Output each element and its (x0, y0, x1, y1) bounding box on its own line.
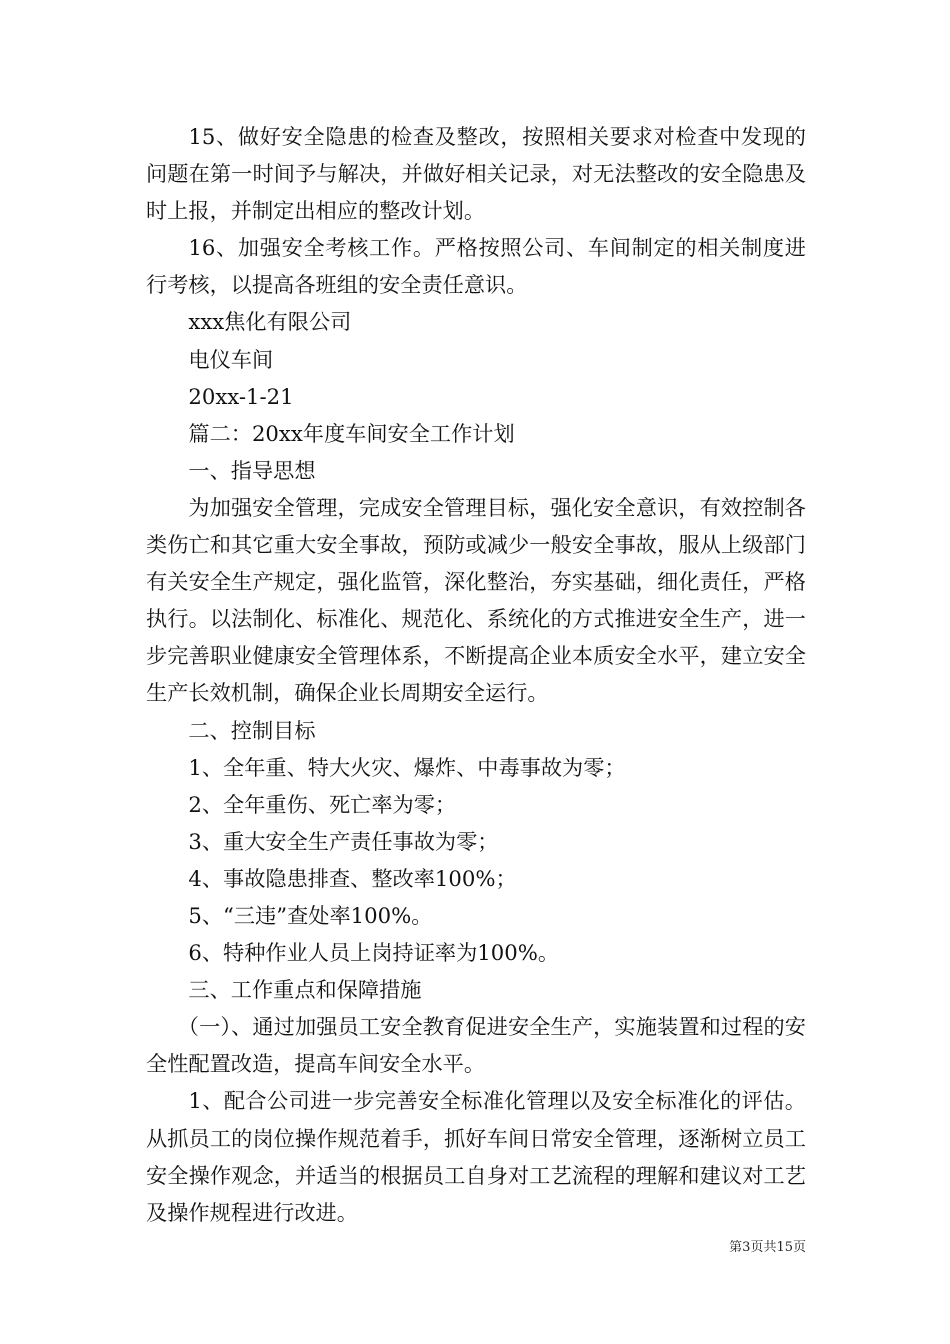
paragraph-measure-group-1: （一）、通过加强员工安全教育促进安全生产，实施装置和过程的安全性配置改造，提高车间安全水平。 (146, 1014, 806, 1077)
paragraph-item-16: 16、加强安全考核工作。严格按照公司、车间制定的相关制度进行考核，以提高各班组的安全责任意识。 (146, 235, 806, 298)
department-name: 电仪车间 (188, 346, 274, 372)
target-item-6: 6、特种作业人员上岗持证率为100%。 (188, 940, 560, 966)
paragraph-guiding-ideology: 为加强安全管理，完成安全管理目标，强化安全意识，有效控制各类伤亡和其它重大安全事故，预防或减少一般安全事故，服从上级部门有关安全生产规定，强化监管，深化整治，夯实基础，细化责任，严格执行。以法制化、标准化、规范化、系统化的方式推进安全生产，进一步完善职业健康安全管理体系，不断提高企业本质安全水平，建立安全生产长效机制，确保企业长周期安全运行。 (146, 494, 806, 706)
page-number-footer: 第3页共15页 (729, 1240, 806, 1255)
target-item-4: 4、事故隐患排查、整改率100%； (188, 865, 517, 891)
paragraph-item-15: 15、做好安全隐患的检查及整改，按照相关要求对检查中发现的问题在第一时间予与解决，并做好相关记录，对无法整改的安全隐患及时上报，并制定出相应的整改计划。 (146, 124, 806, 224)
heading-guiding-ideology: 一、指导思想 (188, 457, 316, 483)
heading-control-targets: 二、控制目标 (188, 717, 316, 743)
company-name: xxx焦化有限公司 (188, 309, 352, 335)
target-item-1: 1、全年重、特大火灾、爆炸、中毒事故为零； (188, 754, 626, 780)
document-body (146, 118, 806, 1231)
paragraph-measure-1: 1、配合公司进一步完善安全标准化管理以及安全标准化的评估。从抓员工的岗位操作规范着手，抓好车间日常安全管理，逐渐树立员工安全操作观念，并适当的根据员工自身对工艺流程的理解和建议对工艺及操作规程进行改进。 (146, 1088, 806, 1225)
target-item-3: 3、重大安全生产责任事故为零； (188, 828, 499, 854)
target-item-2: 2、全年重伤、死亡率为零； (188, 791, 457, 817)
heading-key-measures: 三、工作重点和保障措施 (188, 977, 422, 1003)
section-title: 篇二：20xx年度车间安全工作计划 (188, 420, 515, 446)
target-item-5: 5、“三违”查处率100%。 (188, 902, 433, 928)
document-date: 20xx-1-21 (188, 383, 294, 409)
